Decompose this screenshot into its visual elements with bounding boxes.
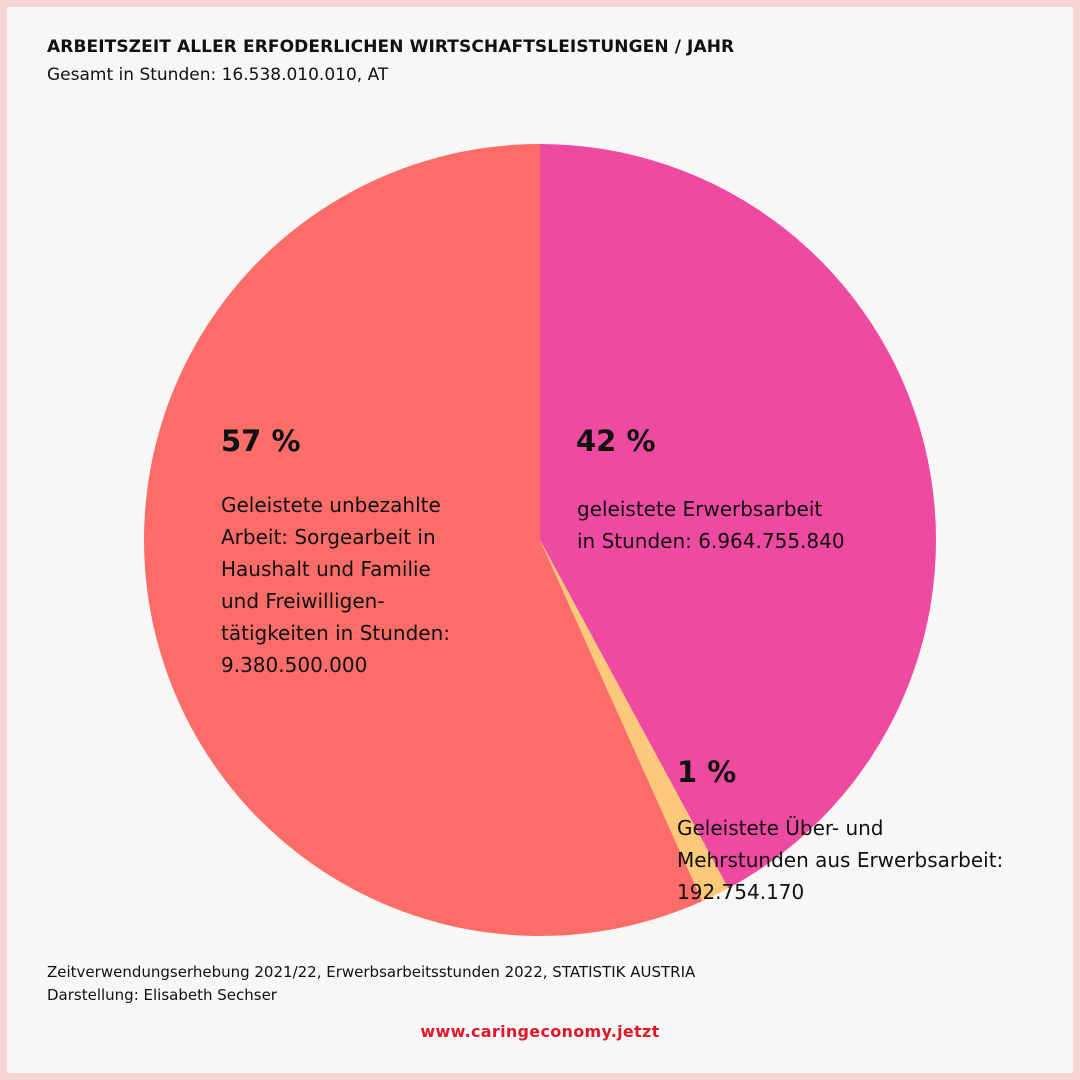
- slice-unbezahlt-label: Geleistete unbezahlte Arbeit: Sorgearbeit in Haushalt und Familie und Freiwilligen- tätigkeiten in Stunden: 9.380.500.000: [221, 493, 450, 677]
- website-link[interactable]: www.caringeconomy.jetzt: [420, 1022, 660, 1041]
- source-note: Zeitverwendungserhebung 2021/22, Erwerbsarbeitsstunden 2022, STATISTIK AUSTRIA Darstellung: Elisabeth Sechser: [47, 963, 696, 1004]
- chart-title: ARBEITSZEIT ALLER ERFODERLICHEN WIRTSCHAFTSLEISTUNGEN / JAHR: [47, 37, 735, 57]
- slice-unbezahlt-percent: 57 %: [221, 424, 301, 458]
- slice-erwerbsarbeit-percent: 42 %: [576, 424, 656, 458]
- slice-ueberstunden-label: Geleistete Über- und Mehrstunden aus Erwerbsarbeit: 192.754.170: [677, 816, 1004, 904]
- slice-erwerbsarbeit-label: geleistete Erwerbsarbeit in Stunden: 6.964.755.840: [577, 497, 845, 553]
- chart-subtitle: Gesamt in Stunden: 16.538.010.010, AT: [47, 65, 389, 85]
- slice-ueberstunden-percent: 1 %: [677, 755, 737, 789]
